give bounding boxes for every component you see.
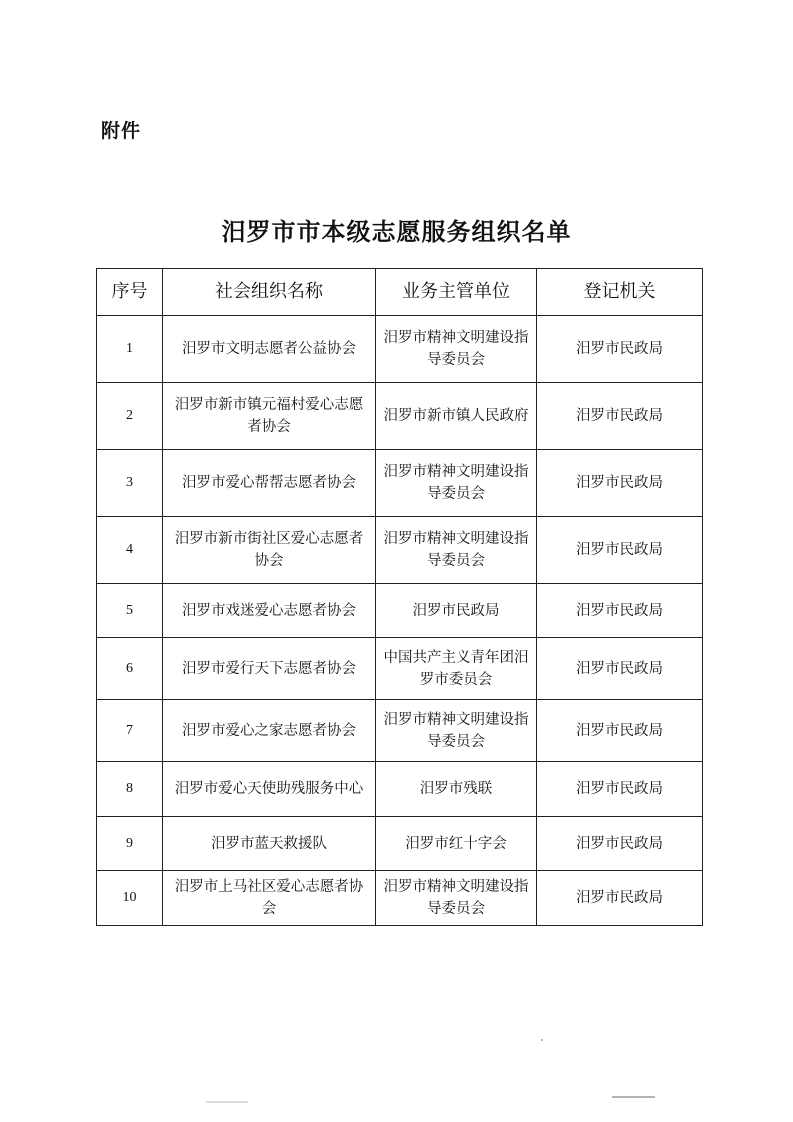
table-row bbox=[97, 517, 703, 584]
registration-authority-cell: 汨罗市民政局 bbox=[537, 450, 703, 517]
header-organization-name: 社会组织名称 bbox=[163, 269, 376, 316]
supervising-unit-cell: 中国共产主义青年团汨罗市委员会 bbox=[376, 638, 537, 700]
supervising-unit-cell: 汨罗市民政局 bbox=[376, 584, 537, 638]
table-row bbox=[97, 316, 703, 383]
serial-number-cell: 6 bbox=[97, 638, 163, 700]
serial-number-cell: 4 bbox=[97, 517, 163, 584]
table-row bbox=[97, 638, 703, 700]
attachment-label: 附件 bbox=[101, 120, 142, 142]
serial-number-cell: 8 bbox=[97, 762, 163, 817]
header-registration-authority: 登记机关 bbox=[537, 269, 703, 316]
table-row bbox=[97, 584, 703, 638]
registration-authority-cell: 汨罗市民政局 bbox=[537, 638, 703, 700]
supervising-unit-cell: 汨罗市红十字会 bbox=[376, 817, 537, 871]
registration-authority-cell: 汨罗市民政局 bbox=[537, 584, 703, 638]
supervising-unit-cell: 汨罗市精神文明建设指导委员会 bbox=[376, 700, 537, 762]
serial-number-cell: 3 bbox=[97, 450, 163, 517]
table-row bbox=[97, 450, 703, 517]
header-serial-number: 序号 bbox=[97, 269, 163, 316]
registration-authority-cell: 汨罗市民政局 bbox=[537, 817, 703, 871]
serial-number-cell: 10 bbox=[97, 871, 163, 926]
organization-name-cell: 汨罗市爱心之家志愿者协会 bbox=[163, 700, 376, 762]
table-row bbox=[97, 817, 703, 871]
registration-authority-cell: 汨罗市民政局 bbox=[537, 700, 703, 762]
table-header-row bbox=[97, 269, 703, 316]
supervising-unit-cell: 汨罗市精神文明建设指导委员会 bbox=[376, 871, 537, 926]
serial-number-cell: 9 bbox=[97, 817, 163, 871]
table-row bbox=[97, 383, 703, 450]
registration-authority-cell: 汨罗市民政局 bbox=[537, 383, 703, 450]
serial-number-cell: 2 bbox=[97, 383, 163, 450]
serial-number-cell: 7 bbox=[97, 700, 163, 762]
supervising-unit-cell: 汨罗市新市镇人民政府 bbox=[376, 383, 537, 450]
organization-name-cell: 汨罗市新市镇元福村爱心志愿者协会 bbox=[163, 383, 376, 450]
table-row bbox=[97, 762, 703, 817]
serial-number-cell: 5 bbox=[97, 584, 163, 638]
organization-name-cell: 汨罗市文明志愿者公益协会 bbox=[163, 316, 376, 383]
header-supervising-unit: 业务主管单位 bbox=[376, 269, 537, 316]
registration-authority-cell: 汨罗市民政局 bbox=[537, 517, 703, 584]
organization-name-cell: 汨罗市蓝天救援队 bbox=[163, 817, 376, 871]
table-row bbox=[97, 700, 703, 762]
serial-number-cell: 1 bbox=[97, 316, 163, 383]
registration-authority-cell: 汨罗市民政局 bbox=[537, 871, 703, 926]
supervising-unit-cell: 汨罗市残联 bbox=[376, 762, 537, 817]
supervising-unit-cell: 汨罗市精神文明建设指导委员会 bbox=[376, 517, 537, 584]
organization-name-cell: 汨罗市爱心帮帮志愿者协会 bbox=[163, 450, 376, 517]
supervising-unit-cell: 汨罗市精神文明建设指导委员会 bbox=[376, 450, 537, 517]
organization-table bbox=[96, 268, 703, 926]
organization-name-cell: 汨罗市新市街社区爱心志愿者协会 bbox=[163, 517, 376, 584]
organization-name-cell: 汨罗市上马社区爱心志愿者协会 bbox=[163, 871, 376, 926]
organization-name-cell: 汨罗市爱行天下志愿者协会 bbox=[163, 638, 376, 700]
organization-name-cell: 汨罗市爱心天使助残服务中心 bbox=[163, 762, 376, 817]
document-title: 汨罗市市本级志愿服务组织名单 bbox=[221, 218, 572, 246]
registration-authority-cell: 汨罗市民政局 bbox=[537, 316, 703, 383]
registration-authority-cell: 汨罗市民政局 bbox=[537, 762, 703, 817]
supervising-unit-cell: 汨罗市精神文明建设指导委员会 bbox=[376, 316, 537, 383]
organization-name-cell: 汨罗市戏迷爱心志愿者协会 bbox=[163, 584, 376, 638]
table-row bbox=[97, 871, 703, 926]
